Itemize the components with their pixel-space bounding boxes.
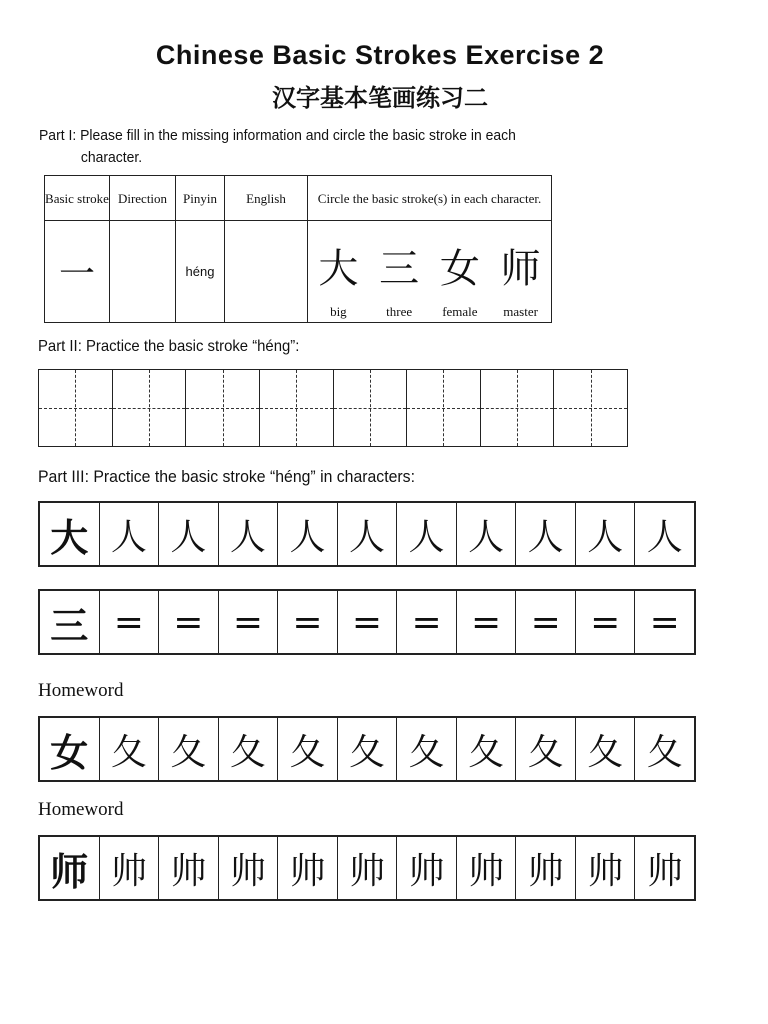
trace-character[interactable]: 人 <box>457 503 517 565</box>
part2-title: Part II: Practice the basic stroke “héng”: <box>38 338 300 355</box>
trace-character[interactable]: = <box>649 601 680 643</box>
character-gloss: master <box>503 304 538 319</box>
homework-row-nu <box>38 716 696 782</box>
trace-character[interactable]: 夂 <box>100 718 160 780</box>
practice-row-da <box>38 501 696 567</box>
model-character: 三 <box>40 591 100 653</box>
example-character[interactable]: 师 <box>500 246 541 292</box>
pinyin-cell: héng <box>176 221 225 323</box>
homework-label: Homeword <box>38 799 124 820</box>
model-character: 大 <box>40 503 100 565</box>
practice-row-san <box>38 589 696 655</box>
practice-box[interactable] <box>481 370 555 446</box>
trace-character[interactable]: 夂 <box>646 731 683 773</box>
trace-character[interactable]: 夂 <box>516 718 576 780</box>
trace-character[interactable]: = <box>457 591 517 653</box>
header-direction: Direction <box>110 176 176 221</box>
basic-stroke-cell: 一 <box>45 221 110 323</box>
worksheet-title-chinese: 汉字基本笔画练习二 <box>272 84 488 112</box>
trace-character[interactable]: 人 <box>397 503 457 565</box>
practice-box[interactable] <box>407 370 481 446</box>
trace-character[interactable]: 人 <box>646 516 683 558</box>
trace-character[interactable]: = <box>397 591 457 653</box>
worksheet-title: Chinese Basic Strokes Exercise 2 <box>155 40 605 70</box>
trace-character[interactable]: = <box>516 591 576 653</box>
trace-character[interactable]: 人 <box>338 503 398 565</box>
trace-character[interactable]: 帅 <box>219 837 279 899</box>
part1-instructions <box>39 125 560 169</box>
trace-character[interactable]: 人 <box>278 503 338 565</box>
trace-character[interactable]: 夂 <box>278 718 338 780</box>
header-basic-stroke: Basic stroke <box>45 176 110 221</box>
english-cell[interactable] <box>225 221 308 323</box>
trace-character[interactable]: 人 <box>576 503 636 565</box>
practice-box[interactable] <box>113 370 187 446</box>
trace-character[interactable]: 帅 <box>338 837 398 899</box>
part1-instruction-line2: character. <box>80 149 143 166</box>
trace-character[interactable]: 夂 <box>457 718 517 780</box>
trace-character[interactable]: 帅 <box>516 837 576 899</box>
trace-character[interactable]: 帅 <box>397 837 457 899</box>
characters-cell <box>308 221 552 323</box>
trace-character[interactable]: = <box>100 591 160 653</box>
practice-box[interactable] <box>554 370 627 446</box>
character-gloss: big <box>330 304 347 319</box>
trace-character[interactable]: 夂 <box>219 718 279 780</box>
trace-character[interactable]: 人 <box>516 503 576 565</box>
trace-character[interactable]: 帅 <box>100 837 160 899</box>
example-character[interactable]: 女 <box>439 246 480 292</box>
trace-character[interactable]: = <box>219 591 279 653</box>
trace-character[interactable]: = <box>576 591 636 653</box>
header-pinyin: Pinyin <box>176 176 225 221</box>
stroke-info-table <box>44 175 552 323</box>
header-circle-strokes: Circle the basic stroke(s) in each character. <box>308 176 552 221</box>
practice-box[interactable] <box>39 370 113 446</box>
character-gloss: female <box>442 304 478 319</box>
model-character: 女 <box>40 718 100 780</box>
trace-character[interactable]: 帅 <box>646 850 683 892</box>
trace-character[interactable]: = <box>278 591 338 653</box>
trace-character[interactable]: 帅 <box>159 837 219 899</box>
example-character[interactable]: 三 <box>379 246 420 292</box>
stroke-practice-grid <box>38 369 628 447</box>
trace-character[interactable]: 夂 <box>397 718 457 780</box>
trace-character[interactable]: 帅 <box>278 837 338 899</box>
trace-character[interactable]: = <box>338 591 398 653</box>
character-gloss: three <box>386 304 413 319</box>
direction-cell[interactable] <box>110 221 176 323</box>
trace-character[interactable]: 帅 <box>457 837 517 899</box>
trace-character[interactable]: = <box>159 591 219 653</box>
trace-character[interactable]: 帅 <box>576 837 636 899</box>
trace-character[interactable]: 夂 <box>338 718 398 780</box>
header-english: English <box>225 176 308 221</box>
part1-instruction-line1: Part I: Please fill in the missing information and circle the basic stroke in each <box>39 127 516 144</box>
example-character[interactable]: 大 <box>318 246 359 292</box>
practice-box[interactable] <box>260 370 334 446</box>
practice-box[interactable] <box>186 370 260 446</box>
trace-character[interactable]: 人 <box>219 503 279 565</box>
trace-character[interactable]: 夂 <box>159 718 219 780</box>
trace-character[interactable]: 人 <box>159 503 219 565</box>
trace-character[interactable]: 夂 <box>576 718 636 780</box>
part3-title: Part III: Practice the basic stroke “héng” in characters: <box>38 467 415 486</box>
practice-box[interactable] <box>334 370 408 446</box>
model-character: 师 <box>40 837 100 899</box>
trace-character[interactable]: 人 <box>100 503 160 565</box>
homework-row-shi <box>38 835 696 901</box>
homework-label: Homeword <box>38 680 124 701</box>
